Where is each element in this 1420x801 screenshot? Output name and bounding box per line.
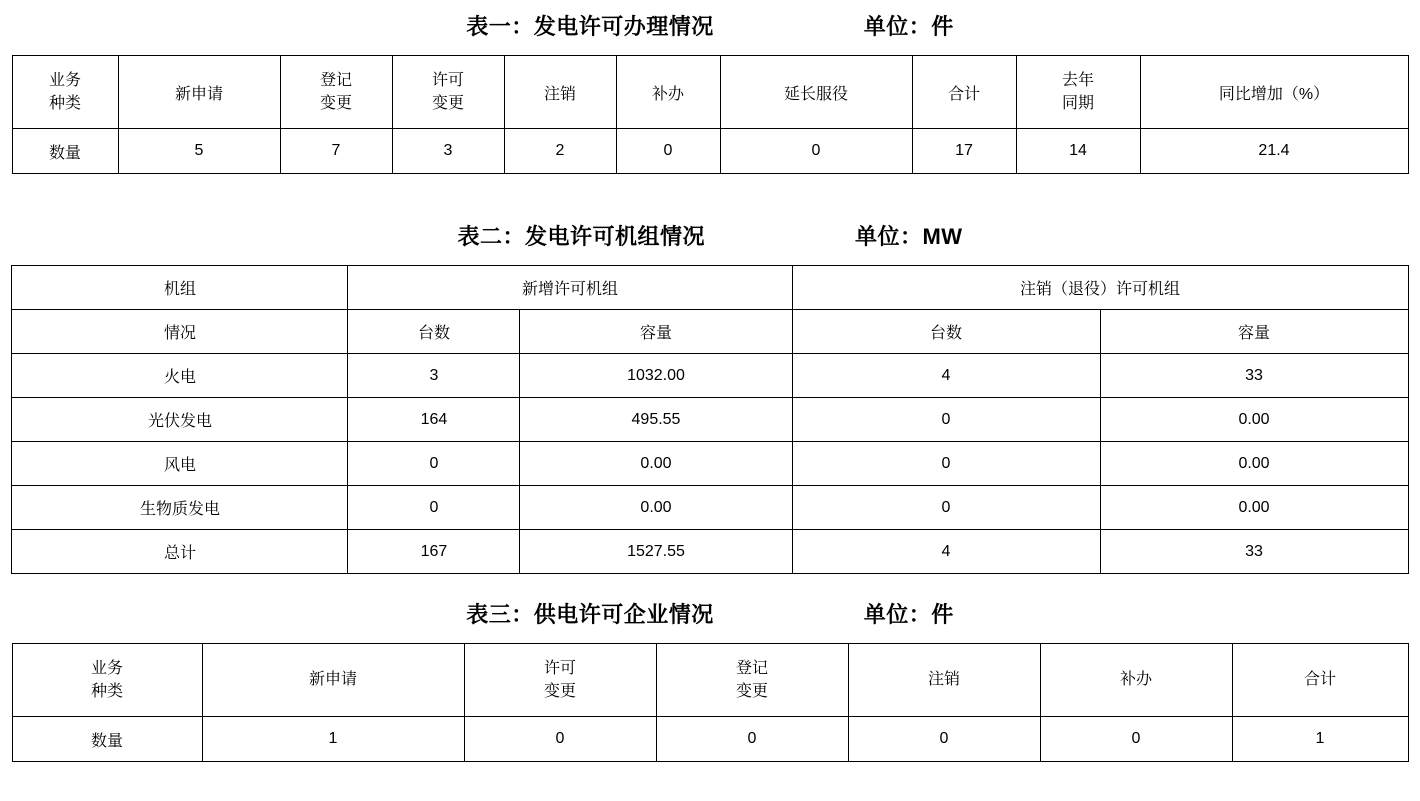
cell-service-extension: 0	[720, 129, 912, 174]
col-header-reissue: 补办	[1040, 644, 1232, 717]
cell-photovoltaic-new-capacity: 495.55	[520, 398, 792, 442]
table2-unit: 单位：MW	[854, 224, 963, 249]
table-row	[12, 129, 1408, 174]
spacer	[0, 41, 1420, 55]
col-header-service-extension: 延长服役	[720, 56, 912, 129]
cell-yoy-increase: 21.4	[1140, 129, 1408, 174]
table-row	[12, 530, 1408, 574]
row-label-quantity: 数量	[12, 717, 202, 762]
table3-title: 表三：供电许可企业情况	[466, 602, 714, 627]
row-label-wind: 风电	[12, 442, 348, 486]
table-row-header-group	[12, 266, 1408, 310]
sub-header-new-count: 台数	[348, 310, 520, 354]
sub-header-cancel-count: 台数	[792, 310, 1100, 354]
cell-thermal-new-count: 3	[348, 354, 520, 398]
table-row	[12, 354, 1408, 398]
cell-wind-new-capacity: 0.00	[520, 442, 792, 486]
cell-cancellation: 0	[848, 717, 1040, 762]
cell-total: 17	[912, 129, 1016, 174]
col-header-total: 合计	[1232, 644, 1408, 717]
cell-photovoltaic-new-count: 164	[348, 398, 520, 442]
col-header-yoy-increase: 同比增加（%）	[1140, 56, 1408, 129]
table3-unit: 单位：件	[863, 602, 954, 627]
cell-biomass-new-capacity: 0.00	[520, 486, 792, 530]
group-header-new-units: 新增许可机组	[348, 266, 792, 310]
cell-biomass-cancel-count: 0	[792, 486, 1100, 530]
table-power-generation-license-handling	[12, 55, 1409, 174]
corner-header-line2: 情况	[12, 310, 348, 354]
cell-biomass-cancel-capacity: 0.00	[1100, 486, 1408, 530]
col-header-license-change-line1: 许可	[431, 71, 464, 89]
table1-title-row	[0, 10, 1420, 41]
col-header-license-change-line2: 变更	[543, 683, 576, 700]
cell-total-cancel-count: 4	[792, 530, 1100, 574]
cell-biomass-new-count: 0	[348, 486, 520, 530]
table-licensed-generating-units	[11, 265, 1408, 574]
table-row	[12, 442, 1408, 486]
col-header-registration-change-line1: 登记	[735, 659, 768, 677]
cell-license-change: 3	[392, 129, 504, 174]
col-header-registration-change-line2: 变更	[319, 95, 352, 112]
col-header-last-year-line2: 同期	[1061, 95, 1094, 112]
group-header-cancelled-units: 注销（退役）许可机组	[792, 266, 1408, 310]
cell-photovoltaic-cancel-count: 0	[792, 398, 1100, 442]
document-page	[0, 10, 1420, 801]
table-row	[12, 486, 1408, 530]
row-label-quantity: 数量	[12, 129, 118, 174]
cell-new-application: 5	[118, 129, 280, 174]
table1-unit: 单位：件	[863, 14, 954, 39]
spacer	[0, 574, 1420, 598]
row-label-photovoltaic: 光伏发电	[12, 398, 348, 442]
cell-new-application: 1	[202, 717, 464, 762]
cell-reissue: 0	[1040, 717, 1232, 762]
col-header-reissue: 补办	[616, 56, 720, 129]
cell-total-new-capacity: 1527.55	[520, 530, 792, 574]
col-header-category-line1: 业务	[48, 71, 81, 89]
col-header-new-application: 新申请	[118, 56, 280, 129]
col-header-category	[12, 56, 118, 129]
col-header-category-line2: 种类	[90, 683, 123, 700]
cell-same-period-last-year: 14	[1016, 129, 1140, 174]
table-row	[12, 717, 1408, 762]
col-header-category-line2: 种类	[48, 95, 81, 112]
cell-thermal-new-capacity: 1032.00	[520, 354, 792, 398]
col-header-registration-change	[656, 644, 848, 717]
cell-wind-new-count: 0	[348, 442, 520, 486]
sub-header-new-capacity: 容量	[520, 310, 792, 354]
cell-registration-change: 0	[656, 717, 848, 762]
col-header-category	[12, 644, 202, 717]
cell-total-new-count: 167	[348, 530, 520, 574]
sub-header-cancel-capacity: 容量	[1100, 310, 1408, 354]
col-header-category-line1: 业务	[90, 659, 123, 677]
cell-thermal-cancel-capacity: 33	[1100, 354, 1408, 398]
col-header-registration-change-line1: 登记	[319, 71, 352, 89]
spacer	[0, 629, 1420, 643]
col-header-license-change	[392, 56, 504, 129]
cell-total: 1	[1232, 717, 1408, 762]
cell-wind-cancel-count: 0	[792, 442, 1100, 486]
col-header-same-period-last-year	[1016, 56, 1140, 129]
table2-title-row	[0, 220, 1420, 251]
corner-header-line1: 机组	[12, 266, 348, 310]
table-row-header	[12, 56, 1408, 129]
cell-photovoltaic-cancel-capacity: 0.00	[1100, 398, 1408, 442]
col-header-registration-change	[280, 56, 392, 129]
table-row-header-sub	[12, 310, 1408, 354]
row-label-thermal: 火电	[12, 354, 348, 398]
col-header-cancellation: 注销	[504, 56, 616, 129]
table-power-supply-license-enterprises	[12, 643, 1409, 762]
table2-title: 表二：发电许可机组情况	[457, 224, 705, 249]
table1-title: 表一：发电许可办理情况	[466, 14, 714, 39]
cell-reissue: 0	[616, 129, 720, 174]
cell-thermal-cancel-count: 4	[792, 354, 1100, 398]
col-header-new-application: 新申请	[202, 644, 464, 717]
cell-cancellation: 2	[504, 129, 616, 174]
col-header-license-change-line1: 许可	[543, 659, 576, 677]
col-header-license-change-line2: 变更	[431, 95, 464, 112]
table-row-header	[12, 644, 1408, 717]
row-label-biomass: 生物质发电	[12, 486, 348, 530]
row-label-grand-total: 总计	[12, 530, 348, 574]
spacer	[0, 251, 1420, 265]
cell-total-cancel-capacity: 33	[1100, 530, 1408, 574]
col-header-license-change	[464, 644, 656, 717]
col-header-total: 合计	[912, 56, 1016, 129]
col-header-registration-change-line2: 变更	[735, 683, 768, 700]
cell-registration-change: 7	[280, 129, 392, 174]
col-header-last-year-line1: 去年	[1061, 71, 1094, 89]
col-header-cancellation: 注销	[848, 644, 1040, 717]
cell-license-change: 0	[464, 717, 656, 762]
table3-title-row	[0, 598, 1420, 629]
table-row	[12, 398, 1408, 442]
spacer	[0, 174, 1420, 220]
cell-wind-cancel-capacity: 0.00	[1100, 442, 1408, 486]
